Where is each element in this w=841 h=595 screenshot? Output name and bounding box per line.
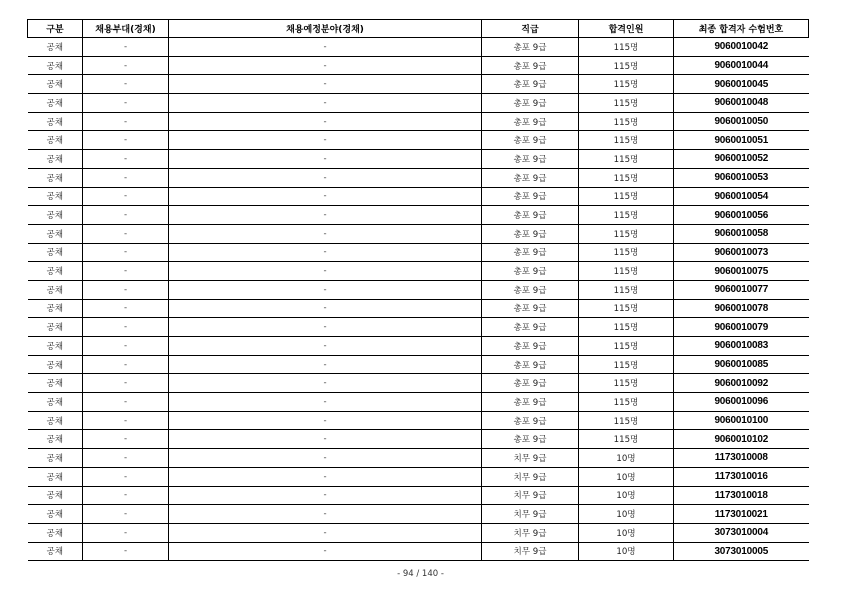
grade-cell: 총포 9급 — [482, 112, 579, 131]
category-cell: 공채 — [28, 411, 83, 430]
exam-number-cell: 9060010051 — [674, 131, 809, 150]
grade-cell: 총포 9급 — [482, 56, 579, 75]
recruitment-field-cell: - — [169, 150, 482, 169]
recruitment-field-cell: - — [169, 112, 482, 131]
recruiting-unit-cell: - — [83, 187, 169, 206]
grade-cell: 총포 9급 — [482, 224, 579, 243]
category-cell: 공채 — [28, 224, 83, 243]
category-cell: 공채 — [28, 337, 83, 356]
pass-count-cell: 115명 — [579, 374, 674, 393]
pass-count-cell: 115명 — [579, 355, 674, 374]
recruitment-field-cell: - — [169, 542, 482, 561]
table-row — [28, 393, 809, 412]
grade-cell: 총포 9급 — [482, 355, 579, 374]
recruiting-unit-cell: - — [83, 150, 169, 169]
grade-cell: 총포 9급 — [482, 150, 579, 169]
grade-cell: 총포 9급 — [482, 280, 579, 299]
exam-number-cell: 3073010004 — [674, 523, 809, 542]
exam-number-cell: 3073010005 — [674, 542, 809, 561]
table-row — [28, 467, 809, 486]
recruitment-field-cell: - — [169, 94, 482, 113]
exam-number-cell: 9060010075 — [674, 262, 809, 281]
exam-number-cell: 9060010045 — [674, 75, 809, 94]
category-cell: 공채 — [28, 318, 83, 337]
results-table — [27, 19, 809, 561]
grade-cell: 총포 9급 — [482, 94, 579, 113]
category-cell: 공채 — [28, 355, 83, 374]
grade-cell: 총포 9급 — [482, 393, 579, 412]
header-recruiting-unit: 채용부대(경채) — [83, 20, 169, 38]
exam-number-cell: 9060010073 — [674, 243, 809, 262]
recruiting-unit-cell: - — [83, 75, 169, 94]
pass-count-cell: 115명 — [579, 94, 674, 113]
pass-count-cell: 115명 — [579, 56, 674, 75]
category-cell: 공채 — [28, 131, 83, 150]
pass-count-cell: 115명 — [579, 187, 674, 206]
category-cell: 공채 — [28, 150, 83, 169]
pass-count-cell: 115명 — [579, 411, 674, 430]
category-cell: 공채 — [28, 430, 83, 449]
recruiting-unit-cell: - — [83, 131, 169, 150]
category-cell: 공채 — [28, 243, 83, 262]
table-row — [28, 75, 809, 94]
category-cell: 공채 — [28, 299, 83, 318]
recruitment-field-cell: - — [169, 131, 482, 150]
grade-cell: 총포 9급 — [482, 38, 579, 57]
pass-count-cell: 10명 — [579, 486, 674, 505]
pass-count-cell: 115명 — [579, 243, 674, 262]
recruitment-field-cell: - — [169, 374, 482, 393]
pass-count-cell: 115명 — [579, 112, 674, 131]
recruiting-unit-cell: - — [83, 355, 169, 374]
pass-count-cell: 115명 — [579, 280, 674, 299]
exam-number-cell: 1173010008 — [674, 449, 809, 468]
recruitment-field-cell: - — [169, 318, 482, 337]
recruitment-field-cell: - — [169, 449, 482, 468]
pass-count-cell: 115명 — [579, 168, 674, 187]
recruiting-unit-cell: - — [83, 449, 169, 468]
grade-cell: 총포 9급 — [482, 411, 579, 430]
recruiting-unit-cell: - — [83, 318, 169, 337]
exam-number-cell: 1173010021 — [674, 505, 809, 524]
pass-count-cell: 10명 — [579, 449, 674, 468]
recruiting-unit-cell: - — [83, 523, 169, 542]
category-cell: 공채 — [28, 206, 83, 225]
table-row — [28, 224, 809, 243]
recruiting-unit-cell: - — [83, 94, 169, 113]
pass-count-cell: 115명 — [579, 150, 674, 169]
header-exam-number: 최종 합격자 수험번호 — [674, 20, 809, 38]
pass-count-cell: 115명 — [579, 131, 674, 150]
category-cell: 공채 — [28, 467, 83, 486]
pass-count-cell: 10명 — [579, 542, 674, 561]
exam-number-cell: 9060010052 — [674, 150, 809, 169]
pass-count-cell: 115명 — [579, 206, 674, 225]
category-cell: 공채 — [28, 38, 83, 57]
grade-cell: 총포 9급 — [482, 131, 579, 150]
category-cell: 공채 — [28, 94, 83, 113]
grade-cell: 총포 9급 — [482, 243, 579, 262]
table-row — [28, 430, 809, 449]
category-cell: 공채 — [28, 449, 83, 468]
table-header-row — [28, 20, 809, 38]
grade-cell: 치무 9급 — [482, 467, 579, 486]
table-row — [28, 411, 809, 430]
grade-cell: 총포 9급 — [482, 374, 579, 393]
pass-count-cell: 10명 — [579, 467, 674, 486]
exam-number-cell: 9060010050 — [674, 112, 809, 131]
recruitment-field-cell: - — [169, 393, 482, 412]
recruitment-field-cell: - — [169, 355, 482, 374]
exam-number-cell: 9060010044 — [674, 56, 809, 75]
exam-number-cell: 9060010054 — [674, 187, 809, 206]
pass-count-cell: 115명 — [579, 224, 674, 243]
recruitment-field-cell: - — [169, 168, 482, 187]
category-cell: 공채 — [28, 523, 83, 542]
table-row — [28, 56, 809, 75]
grade-cell: 치무 9급 — [482, 449, 579, 468]
recruiting-unit-cell: - — [83, 374, 169, 393]
recruiting-unit-cell: - — [83, 411, 169, 430]
recruiting-unit-cell: - — [83, 486, 169, 505]
table-row — [28, 206, 809, 225]
recruiting-unit-cell: - — [83, 206, 169, 225]
grade-cell: 총포 9급 — [482, 168, 579, 187]
recruiting-unit-cell: - — [83, 542, 169, 561]
recruiting-unit-cell: - — [83, 337, 169, 356]
pass-count-cell: 115명 — [579, 430, 674, 449]
header-recruitment-field: 채용예정분야(경채) — [169, 20, 482, 38]
recruiting-unit-cell: - — [83, 299, 169, 318]
recruiting-unit-cell: - — [83, 224, 169, 243]
grade-cell: 총포 9급 — [482, 430, 579, 449]
table-row — [28, 337, 809, 356]
table-row — [28, 168, 809, 187]
recruitment-field-cell: - — [169, 56, 482, 75]
exam-number-cell: 1173010018 — [674, 486, 809, 505]
table-row — [28, 449, 809, 468]
recruiting-unit-cell: - — [83, 243, 169, 262]
table-row — [28, 38, 809, 57]
recruitment-field-cell: - — [169, 430, 482, 449]
header-pass-count: 합격인원 — [579, 20, 674, 38]
exam-number-cell: 9060010056 — [674, 206, 809, 225]
recruiting-unit-cell: - — [83, 38, 169, 57]
category-cell: 공채 — [28, 486, 83, 505]
table-row — [28, 505, 809, 524]
table-row — [28, 318, 809, 337]
table-row — [28, 542, 809, 561]
table-row — [28, 523, 809, 542]
recruitment-field-cell: - — [169, 262, 482, 281]
table-row — [28, 355, 809, 374]
grade-cell: 총포 9급 — [482, 262, 579, 281]
category-cell: 공채 — [28, 112, 83, 131]
category-cell: 공채 — [28, 374, 83, 393]
recruiting-unit-cell: - — [83, 262, 169, 281]
category-cell: 공채 — [28, 393, 83, 412]
recruiting-unit-cell: - — [83, 56, 169, 75]
grade-cell: 총포 9급 — [482, 337, 579, 356]
category-cell: 공채 — [28, 168, 83, 187]
page-number: - 94 / 140 - — [397, 569, 444, 579]
table-row — [28, 131, 809, 150]
exam-number-cell: 9060010083 — [674, 337, 809, 356]
grade-cell: 치무 9급 — [482, 542, 579, 561]
pass-count-cell: 115명 — [579, 38, 674, 57]
category-cell: 공채 — [28, 262, 83, 281]
category-cell: 공채 — [28, 542, 83, 561]
table-row — [28, 112, 809, 131]
recruitment-field-cell: - — [169, 243, 482, 262]
recruiting-unit-cell: - — [83, 393, 169, 412]
pass-count-cell: 115명 — [579, 337, 674, 356]
table-row — [28, 94, 809, 113]
exam-number-cell: 9060010092 — [674, 374, 809, 393]
recruitment-field-cell: - — [169, 337, 482, 356]
exam-number-cell: 9060010058 — [674, 224, 809, 243]
pass-count-cell: 10명 — [579, 505, 674, 524]
recruitment-field-cell: - — [169, 187, 482, 206]
recruiting-unit-cell: - — [83, 112, 169, 131]
exam-number-cell: 9060010078 — [674, 299, 809, 318]
recruiting-unit-cell: - — [83, 280, 169, 299]
pass-count-cell: 115명 — [579, 299, 674, 318]
table-row — [28, 280, 809, 299]
table-row — [28, 150, 809, 169]
grade-cell: 총포 9급 — [482, 206, 579, 225]
grade-cell: 치무 9급 — [482, 505, 579, 524]
exam-number-cell: 9060010085 — [674, 355, 809, 374]
exam-number-cell: 9060010048 — [674, 94, 809, 113]
table-row — [28, 486, 809, 505]
recruiting-unit-cell: - — [83, 467, 169, 486]
recruitment-field-cell: - — [169, 38, 482, 57]
recruitment-field-cell: - — [169, 224, 482, 243]
exam-number-cell: 9060010096 — [674, 393, 809, 412]
exam-number-cell: 9060010042 — [674, 38, 809, 57]
recruitment-field-cell: - — [169, 523, 482, 542]
recruitment-field-cell: - — [169, 75, 482, 94]
recruitment-field-cell: - — [169, 411, 482, 430]
exam-number-cell: 9060010053 — [674, 168, 809, 187]
table-row — [28, 187, 809, 206]
recruiting-unit-cell: - — [83, 505, 169, 524]
grade-cell: 총포 9급 — [482, 75, 579, 94]
table-row — [28, 374, 809, 393]
table-row — [28, 262, 809, 281]
header-grade: 직급 — [482, 20, 579, 38]
grade-cell: 총포 9급 — [482, 299, 579, 318]
recruitment-field-cell: - — [169, 299, 482, 318]
category-cell: 공채 — [28, 56, 83, 75]
pass-count-cell: 115명 — [579, 318, 674, 337]
pass-count-cell: 115명 — [579, 75, 674, 94]
exam-number-cell: 9060010077 — [674, 280, 809, 299]
recruiting-unit-cell: - — [83, 168, 169, 187]
table-row — [28, 299, 809, 318]
header-category: 구분 — [28, 20, 83, 38]
category-cell: 공채 — [28, 505, 83, 524]
category-cell: 공채 — [28, 75, 83, 94]
recruitment-field-cell: - — [169, 467, 482, 486]
exam-number-cell: 9060010100 — [674, 411, 809, 430]
recruitment-field-cell: - — [169, 206, 482, 225]
exam-number-cell: 1173010016 — [674, 467, 809, 486]
recruitment-field-cell: - — [169, 505, 482, 524]
category-cell: 공채 — [28, 187, 83, 206]
grade-cell: 치무 9급 — [482, 523, 579, 542]
grade-cell: 총포 9급 — [482, 187, 579, 206]
recruitment-field-cell: - — [169, 280, 482, 299]
exam-number-cell: 9060010079 — [674, 318, 809, 337]
recruiting-unit-cell: - — [83, 430, 169, 449]
recruitment-field-cell: - — [169, 486, 482, 505]
category-cell: 공채 — [28, 280, 83, 299]
pass-count-cell: 115명 — [579, 262, 674, 281]
pass-count-cell: 10명 — [579, 523, 674, 542]
grade-cell: 치무 9급 — [482, 486, 579, 505]
table-row — [28, 243, 809, 262]
grade-cell: 총포 9급 — [482, 318, 579, 337]
pass-count-cell: 115명 — [579, 393, 674, 412]
exam-number-cell: 9060010102 — [674, 430, 809, 449]
table-body — [28, 38, 809, 561]
